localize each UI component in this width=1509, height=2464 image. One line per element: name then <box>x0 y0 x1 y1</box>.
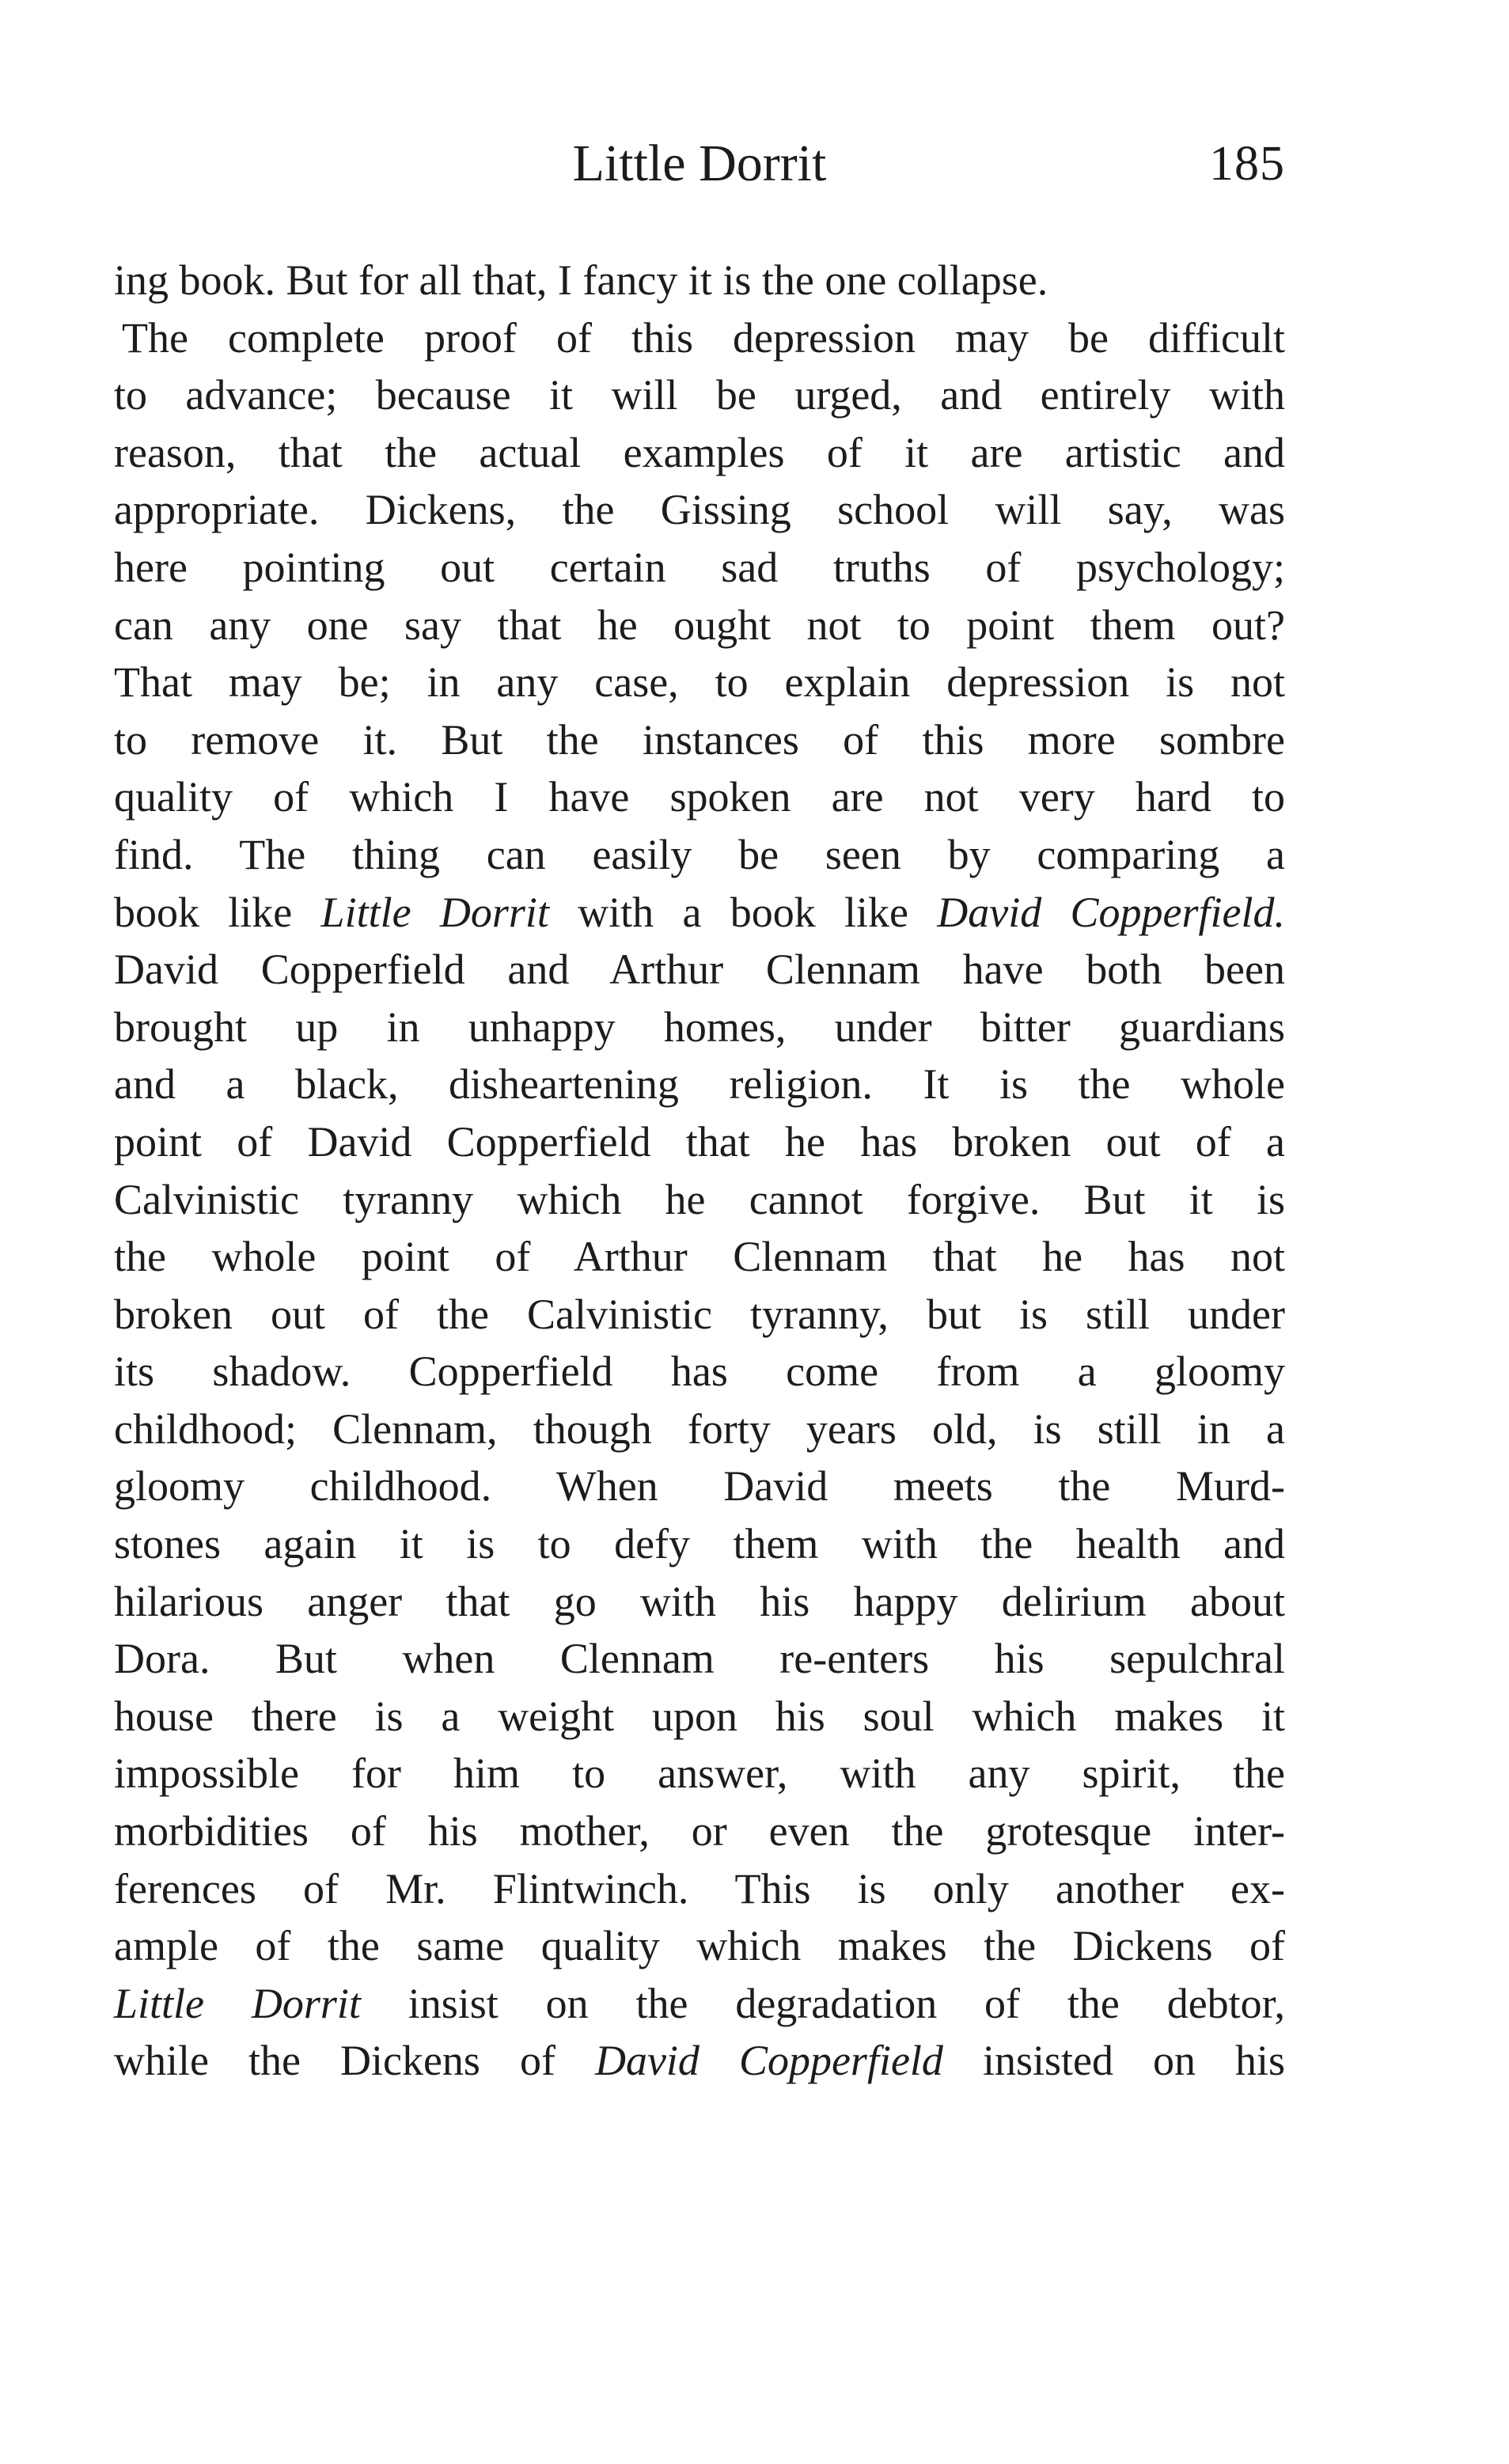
text-line <box>114 252 1285 309</box>
text-line <box>114 711 1285 769</box>
text-run: Dora. But when Clennam re-enters his sepulchral <box>114 1635 1285 1683</box>
running-head <box>114 128 1285 199</box>
text-run: ample of the same quality which makes the Dickens of <box>114 1922 1285 1970</box>
text-run: ing book. But for all that, I fancy it is the one collapse. <box>114 256 1048 304</box>
text-line <box>114 1860 1285 1918</box>
text-run: with a book like <box>548 888 938 936</box>
running-title: Little Dorrit <box>572 135 827 192</box>
text-run: point of David Copperfield that he has broken out of a <box>114 1117 1285 1166</box>
text-run: That may be; in any case, to explain depression is not <box>114 658 1285 707</box>
text-line <box>114 539 1285 597</box>
text-run: and a black, disheartening religion. It is the whole <box>114 1060 1285 1109</box>
text-line <box>114 1803 1285 1860</box>
text-run: here pointing out certain sad truths of psychology; <box>114 543 1285 591</box>
text-line <box>114 1515 1285 1573</box>
text-run: its shadow. Copperfield has come from a gloomy <box>114 1348 1285 1396</box>
text-line <box>114 1630 1285 1688</box>
text-run: morbidities of his mother, or even the grotesque inter- <box>114 1807 1285 1856</box>
page-number: 185 <box>1209 137 1285 191</box>
text-line <box>114 597 1285 654</box>
text-run: insisted on his <box>942 2037 1285 2085</box>
text-line <box>114 1056 1285 1113</box>
text-line <box>114 654 1285 711</box>
text-run: to remove it. But the instances of this more sombre <box>114 715 1285 764</box>
text-line <box>114 1975 1285 2033</box>
text-run: while the Dickens of <box>114 2037 595 2085</box>
text-run: can any one say that he ought not to point them out? <box>114 601 1285 649</box>
text-run: stones again it is to defy them with the health and <box>114 1520 1285 1568</box>
text-line <box>114 884 1285 942</box>
text-line <box>114 1688 1285 1746</box>
text-run: impossible for him to answer, with any spirit, the <box>114 1749 1285 1798</box>
text-run: quality of which I have spoken are not very hard to <box>114 773 1285 821</box>
text-run: brought up in unhappy homes, under bitter guardians <box>114 1003 1285 1051</box>
text-line <box>114 481 1285 539</box>
text-run: David Copperfield <box>594 2037 943 2085</box>
text-line <box>114 999 1285 1056</box>
text-run: broken out of the Calvinistic tyranny, but is still under <box>114 1290 1285 1338</box>
text-run: gloomy childhood. When David meets the Murd- <box>114 1462 1285 1511</box>
text-run: David Copperfield and Arthur Clennam have both been <box>114 946 1285 994</box>
text-line <box>114 1917 1285 1975</box>
text-run: reason, that the actual examples of it are artistic and <box>114 428 1285 476</box>
text-line <box>114 1171 1285 1229</box>
text-run: David Copperfield. <box>937 888 1285 936</box>
text-run: Calvinistic tyranny which he cannot forgive. But it is <box>114 1175 1285 1223</box>
text-run: The complete proof of this depression may be difficult <box>122 313 1285 362</box>
text-run: hilarious anger that go with his happy delirium about <box>114 1577 1285 1625</box>
text-line <box>114 424 1285 482</box>
text-line <box>114 1573 1285 1631</box>
text-line <box>114 941 1285 999</box>
text-run: Little Dorrit <box>114 1979 361 2027</box>
text-line <box>114 1343 1285 1401</box>
body-text <box>114 252 1285 2090</box>
text-line <box>114 1113 1285 1171</box>
text-run: appropriate. Dickens, the Gissing school will say, was <box>114 486 1285 534</box>
text-run: to advance; because it will be urged, and entirely with <box>114 371 1285 419</box>
text-line <box>114 2032 1285 2090</box>
text-run: find. The thing can easily be seen by comparing a <box>114 830 1285 878</box>
text-run: the whole point of Arthur Clennam that he has not <box>114 1233 1285 1281</box>
text-run: Little Dorrit <box>320 888 549 936</box>
text-line <box>114 309 1285 367</box>
text-run: book like <box>114 888 321 936</box>
text-run: house there is a weight upon his soul which makes it <box>114 1692 1285 1740</box>
text-line <box>114 1286 1285 1344</box>
text-line <box>114 1745 1285 1803</box>
text-line <box>114 1401 1285 1458</box>
text-line <box>114 826 1285 884</box>
text-line <box>114 1228 1285 1286</box>
text-run: insist on the degradation of the debtor, <box>360 1979 1285 2027</box>
text-line <box>114 768 1285 826</box>
text-run: ferences of Mr. Flintwinch. This is only another ex- <box>114 1864 1285 1912</box>
text-line <box>114 1458 1285 1515</box>
text-run: childhood; Clennam, though forty years old, is still in a <box>114 1404 1285 1453</box>
text-line <box>114 366 1285 424</box>
